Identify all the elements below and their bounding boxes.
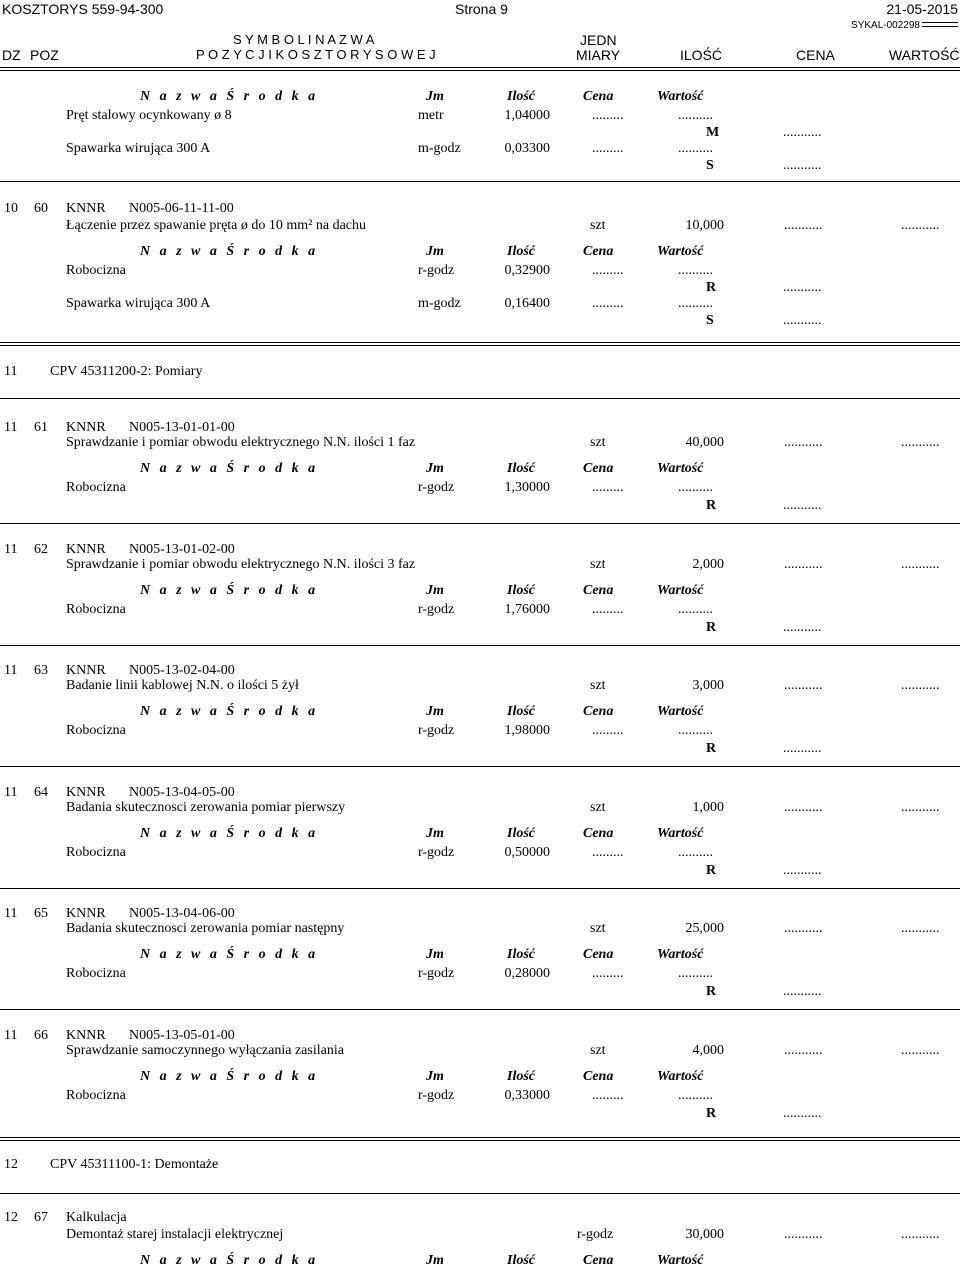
resource-total: ...........	[783, 620, 822, 635]
position-description: Badania skutecznosci zerowania pomiar następny	[66, 921, 345, 936]
position-code: N005-13-02-04-00	[129, 663, 235, 678]
position-qty: 2,000	[692, 557, 724, 572]
position-price: ...........	[784, 678, 823, 693]
resource-jm: m-godz	[418, 296, 461, 311]
subheader-wartosc: Wartość	[657, 583, 704, 598]
subheader-ilosc: Ilość	[507, 1069, 535, 1084]
subheader-nazwa: N a z w a Ś r o d k a	[140, 244, 319, 259]
resource-price: .........	[592, 480, 624, 495]
position-value: ...........	[901, 557, 940, 572]
subheader-jm: Jm	[426, 947, 444, 962]
position-qty: 3,000	[692, 678, 724, 693]
resource-qty: 0,28000	[504, 966, 550, 981]
resource-total: ...........	[783, 280, 822, 295]
position-poz: 67	[34, 1210, 48, 1225]
resource-total: ...........	[783, 125, 822, 140]
section-dz: 12	[4, 1157, 18, 1172]
position-description: Łączenie przez spawanie pręta ø do 10 mm² na dachu	[66, 218, 367, 233]
resource-name: Robocizna	[66, 602, 126, 617]
document-title: KOSZTORYS 559-94-300	[2, 1, 164, 17]
resource-qty: 1,76000	[504, 602, 550, 617]
header-col-dz: DZ	[2, 47, 21, 63]
position-dz: 11	[4, 663, 18, 678]
subheader-jm: Jm	[426, 1069, 444, 1084]
subheader-wartosc: Wartość	[657, 89, 704, 104]
position-poz: 66	[34, 1028, 48, 1043]
subheader-cena: Cena	[583, 583, 614, 598]
subheader-ilosc: Ilość	[507, 583, 535, 598]
position-poz: 62	[34, 542, 48, 557]
position-code: N005-13-04-06-00	[129, 906, 235, 921]
resource-jm: r-godz	[418, 966, 455, 981]
resource-value: ..........	[678, 845, 713, 860]
position-divider	[0, 766, 960, 767]
position-poz: 63	[34, 663, 48, 678]
subheader-wartosc: Wartość	[657, 461, 704, 476]
resource-price: .........	[592, 966, 624, 981]
subheader-ilosc: Ilość	[507, 826, 535, 841]
position-dz: 12	[4, 1210, 18, 1225]
resource-jm: r-godz	[418, 1088, 455, 1103]
subheader-cena: Cena	[583, 461, 614, 476]
position-knr: KNNR	[66, 663, 106, 678]
resource-qty: 1,04000	[504, 108, 550, 123]
section-title: CPV 45311100-1: Demontaże	[50, 1157, 219, 1172]
resource-price: .........	[592, 141, 624, 156]
position-divider	[0, 181, 960, 182]
header-cena: CENA	[796, 47, 835, 63]
subheader-nazwa: N a z w a Ś r o d k a	[140, 583, 319, 598]
subheader-ilosc: Ilość	[507, 244, 535, 259]
subheader-nazwa: N a z w a Ś r o d k a	[140, 89, 319, 104]
position-value: ...........	[901, 218, 940, 233]
position-price: ...........	[784, 800, 823, 815]
position-unit: szt	[590, 218, 606, 233]
subheader-ilosc: Ilość	[507, 704, 535, 719]
resource-mark: R	[706, 498, 717, 513]
position-qty: 30,000	[685, 1227, 724, 1242]
position-unit: szt	[590, 1043, 606, 1058]
subheader-wartosc: Wartość	[657, 826, 704, 841]
resource-value: ..........	[678, 263, 713, 278]
subheader-nazwa: N a z w a Ś r o d k a	[140, 1069, 319, 1084]
position-poz: 64	[34, 785, 48, 800]
position-value: ...........	[901, 800, 940, 815]
header-ilosc: ILOŚĆ	[680, 47, 723, 63]
resource-value: ..........	[678, 108, 713, 123]
header-symbol-line1: S Y M B O L I N A Z W A	[233, 32, 375, 47]
position-value: ...........	[901, 921, 940, 936]
section-dz: 11	[4, 364, 18, 379]
subheader-wartosc: Wartość	[657, 947, 704, 962]
resource-qty: 0,32900	[504, 263, 550, 278]
resource-value: ..........	[678, 602, 713, 617]
position-knr: Kalkulacja	[66, 1210, 127, 1225]
resource-total: ...........	[783, 1106, 822, 1121]
subheader-jm: Jm	[426, 1253, 444, 1268]
subheader-jm: Jm	[426, 583, 444, 598]
position-divider	[0, 888, 960, 889]
document-date: 21-05-2015	[886, 1, 958, 17]
resource-jm: r-godz	[418, 845, 455, 860]
subheader-nazwa: N a z w a Ś r o d k a	[140, 947, 319, 962]
resource-jm: r-godz	[418, 480, 455, 495]
position-code: N005-13-01-02-00	[129, 542, 235, 557]
resource-value: ..........	[678, 480, 713, 495]
header-jedn: JEDN	[580, 32, 617, 48]
position-value: ...........	[901, 1043, 940, 1058]
section-divider	[0, 398, 960, 399]
subheader-cena: Cena	[583, 244, 614, 259]
position-unit: szt	[590, 435, 606, 450]
position-description: Sprawdzanie i pomiar obwodu elektrycznego N.N. ilości 1 faz	[66, 435, 416, 450]
section-title: CPV 45311200-2: Pomiary	[50, 364, 203, 379]
resource-name: Robocizna	[66, 845, 126, 860]
resource-name: Pręt stalowy ocynkowany ø 8	[66, 108, 232, 123]
subheader-cena: Cena	[583, 1253, 614, 1268]
resource-mark: R	[706, 280, 717, 295]
position-unit: szt	[590, 678, 606, 693]
resource-value: ..........	[678, 296, 713, 311]
header-miary: MIARY	[576, 47, 621, 63]
resource-value: ..........	[678, 966, 713, 981]
position-qty: 1,000	[692, 800, 724, 815]
position-knr: KNNR	[66, 785, 106, 800]
document-code: SYKAL-002298	[851, 20, 920, 31]
position-dz: 11	[4, 1028, 18, 1043]
resource-price: .........	[592, 108, 624, 123]
position-knr: KNNR	[66, 420, 106, 435]
position-price: ...........	[784, 557, 823, 572]
position-knr: KNNR	[66, 906, 106, 921]
subheader-cena: Cena	[583, 704, 614, 719]
resource-qty: 0,16400	[504, 296, 550, 311]
position-divider	[0, 645, 960, 646]
resource-name: Spawarka wirująca 300 A	[66, 141, 211, 156]
position-value: ...........	[901, 435, 940, 450]
resource-qty: 1,30000	[504, 480, 550, 495]
position-price: ...........	[784, 921, 823, 936]
position-price: ...........	[784, 435, 823, 450]
subheader-ilosc: Ilość	[507, 947, 535, 962]
resource-name: Robocizna	[66, 480, 126, 495]
position-description: Sprawdzanie i pomiar obwodu elektrycznego N.N. ilości 3 faz	[66, 557, 416, 572]
section-divider	[0, 1137, 960, 1141]
position-unit: szt	[590, 921, 606, 936]
subheader-ilosc: Ilość	[507, 1253, 535, 1268]
page-number: Strona 9	[455, 1, 508, 17]
resource-price: .........	[592, 723, 624, 738]
position-code: N005-06-11-11-00	[129, 201, 234, 216]
position-dz: 10	[4, 201, 18, 216]
subheader-wartosc: Wartość	[657, 1253, 704, 1268]
header-divider	[0, 67, 960, 71]
position-qty: 4,000	[692, 1043, 724, 1058]
resource-name: Spawarka wirująca 300 A	[66, 296, 211, 311]
resource-mark: S	[706, 313, 714, 328]
position-dz: 11	[4, 906, 18, 921]
subheader-nazwa: N a z w a Ś r o d k a	[140, 826, 319, 841]
position-code: N005-13-05-01-00	[129, 1028, 235, 1043]
resource-jm: metr	[418, 108, 444, 123]
subheader-jm: Jm	[426, 704, 444, 719]
position-dz: 11	[4, 420, 18, 435]
subheader-cena: Cena	[583, 947, 614, 962]
position-description: Badanie linii kablowej N.N. o ilości 5 żył	[66, 678, 299, 693]
position-divider	[0, 523, 960, 524]
subheader-wartosc: Wartość	[657, 244, 704, 259]
resource-qty: 0,50000	[504, 845, 550, 860]
resource-total: ...........	[783, 498, 822, 513]
position-price: ...........	[784, 1043, 823, 1058]
header-col-poz: POZ	[30, 47, 59, 63]
position-description: Badania skutecznosci zerowania pomiar pierwszy	[66, 800, 346, 815]
position-knr: KNNR	[66, 1028, 106, 1043]
resource-total: ...........	[783, 313, 822, 328]
subheader-ilosc: Ilość	[507, 89, 535, 104]
resource-price: .........	[592, 602, 624, 617]
position-code: N005-13-01-01-00	[129, 420, 235, 435]
subheader-nazwa: N a z w a Ś r o d k a	[140, 1253, 319, 1268]
resource-qty: 0,03300	[504, 141, 550, 156]
position-price: ...........	[784, 1227, 823, 1242]
position-unit: szt	[590, 557, 606, 572]
resource-price: .........	[592, 845, 624, 860]
subheader-wartosc: Wartość	[657, 704, 704, 719]
section-divider	[0, 342, 960, 346]
resource-price: .........	[592, 296, 624, 311]
resource-mark: R	[706, 863, 717, 878]
subheader-wartosc: Wartość	[657, 1069, 704, 1084]
position-qty: 40,000	[685, 435, 724, 450]
position-dz: 11	[4, 785, 18, 800]
subheader-jm: Jm	[426, 826, 444, 841]
position-knr: KNNR	[66, 542, 106, 557]
header-symbol-line2: P O Z Y C J I K O S Z T O R Y S O W E J	[196, 47, 436, 62]
resource-name: Robocizna	[66, 263, 126, 278]
resource-mark: M	[706, 125, 720, 140]
section-divider	[0, 1193, 960, 1194]
position-divider	[0, 1009, 960, 1010]
position-description: Sprawdzanie samoczynnego wyłączania zasilania	[66, 1043, 344, 1058]
resource-price: .........	[592, 263, 624, 278]
resource-qty: 1,98000	[504, 723, 550, 738]
resource-value: ..........	[678, 1088, 713, 1103]
position-poz: 65	[34, 906, 48, 921]
resource-jm: m-godz	[418, 141, 461, 156]
resource-jm: r-godz	[418, 263, 455, 278]
subheader-cena: Cena	[583, 89, 614, 104]
subheader-nazwa: N a z w a Ś r o d k a	[140, 461, 319, 476]
position-qty: 10,000	[685, 218, 724, 233]
subheader-jm: Jm	[426, 89, 444, 104]
resource-total: ...........	[783, 741, 822, 756]
resource-name: Robocizna	[66, 1088, 126, 1103]
subheader-nazwa: N a z w a Ś r o d k a	[140, 704, 319, 719]
subheader-cena: Cena	[583, 826, 614, 841]
position-qty: 25,000	[685, 921, 724, 936]
resource-mark: S	[706, 158, 714, 173]
position-price: ...........	[784, 218, 823, 233]
position-unit: szt	[590, 800, 606, 815]
resource-name: Robocizna	[66, 723, 126, 738]
code-underline	[922, 22, 958, 27]
resource-mark: R	[706, 741, 717, 756]
position-unit: r-godz	[577, 1227, 614, 1242]
header-wartosc: WARTOŚĆ	[889, 47, 960, 63]
resource-jm: r-godz	[418, 602, 455, 617]
resource-mark: R	[706, 1106, 717, 1121]
position-knr: KNNR	[66, 201, 106, 216]
position-value: ...........	[901, 1227, 940, 1242]
resource-jm: r-godz	[418, 723, 455, 738]
resource-total: ...........	[783, 158, 822, 173]
position-dz: 11	[4, 542, 18, 557]
resource-value: ..........	[678, 141, 713, 156]
subheader-jm: Jm	[426, 461, 444, 476]
position-value: ...........	[901, 678, 940, 693]
resource-mark: R	[706, 984, 717, 999]
position-poz: 60	[34, 201, 48, 216]
resource-value: ..........	[678, 723, 713, 738]
subheader-cena: Cena	[583, 1069, 614, 1084]
resource-qty: 0,33000	[504, 1088, 550, 1103]
position-code: N005-13-04-05-00	[129, 785, 235, 800]
resource-total: ...........	[783, 984, 822, 999]
subheader-jm: Jm	[426, 244, 444, 259]
resource-total: ...........	[783, 863, 822, 878]
position-description: Demontaż starej instalacji elektrycznej	[66, 1227, 284, 1242]
subheader-ilosc: Ilość	[507, 461, 535, 476]
resource-mark: R	[706, 620, 717, 635]
resource-price: .........	[592, 1088, 624, 1103]
position-poz: 61	[34, 420, 48, 435]
resource-name: Robocizna	[66, 966, 126, 981]
